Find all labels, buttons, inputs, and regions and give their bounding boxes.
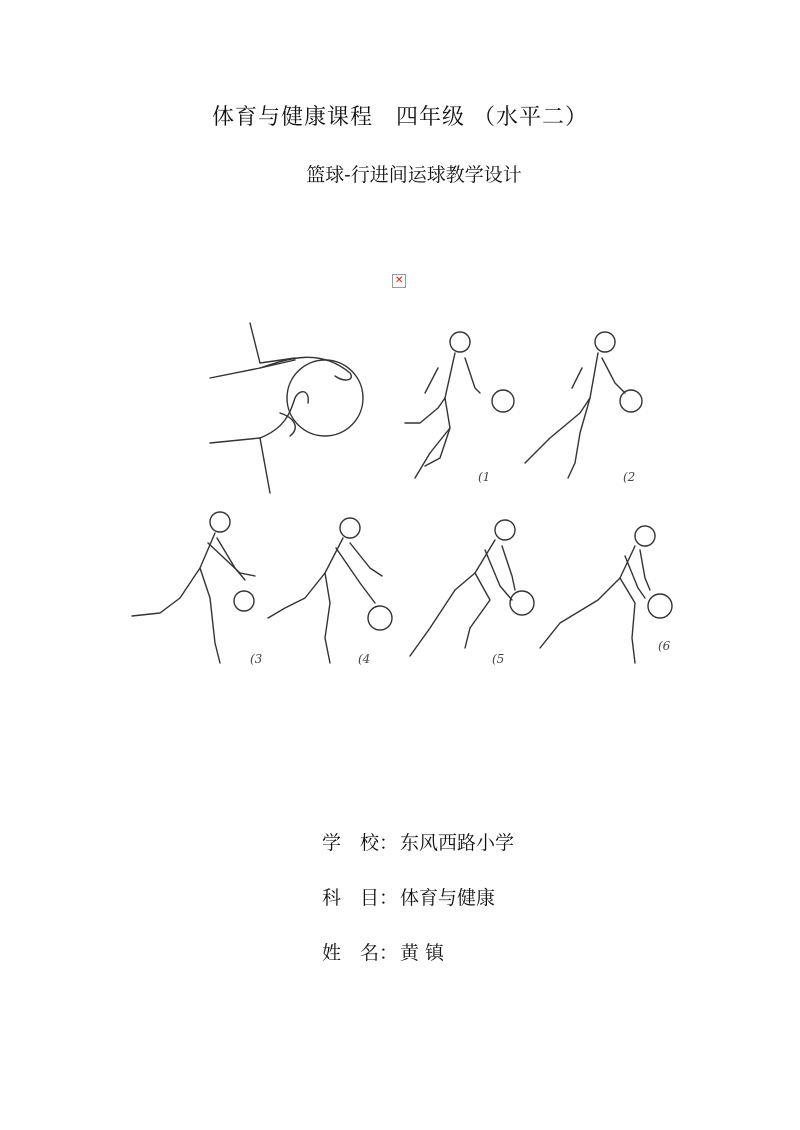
info-row-name: [322, 938, 444, 965]
player-figure-5: [410, 520, 534, 666]
name-value: 黄 镇: [400, 942, 445, 964]
subject-label: 科 目：: [322, 887, 399, 909]
panel-label-6: (6: [658, 639, 671, 653]
subject-value: 体育与健康: [400, 887, 496, 909]
document-subtitle: 篮球-行进间运球教学设计: [306, 164, 522, 186]
hands-on-ball-drawing: [210, 323, 363, 493]
panel-label-2: (2: [623, 470, 636, 484]
player-figure-6: [540, 526, 672, 663]
panel-label-3: (3: [250, 652, 263, 666]
panel-label-4: (4: [358, 652, 371, 666]
broken-image-icon: ✕: [392, 274, 406, 288]
school-value: 东风西路小学: [400, 832, 515, 854]
player-figure-4: [268, 518, 392, 666]
info-row-school: [322, 828, 514, 855]
player-figure-1: [405, 332, 514, 484]
name-label: 姓 名：: [322, 942, 399, 964]
player-figure-2: [525, 332, 642, 484]
panel-label-1: (1: [478, 470, 491, 484]
document-title: 体育与健康课程 四年级 （水平二）: [212, 105, 588, 130]
school-label: 学 校：: [322, 832, 399, 854]
player-figure-3: [132, 512, 263, 666]
info-row-subject: [322, 883, 495, 910]
panel-label-5: (5: [492, 652, 505, 666]
dribbling-illustration: [120, 318, 690, 696]
